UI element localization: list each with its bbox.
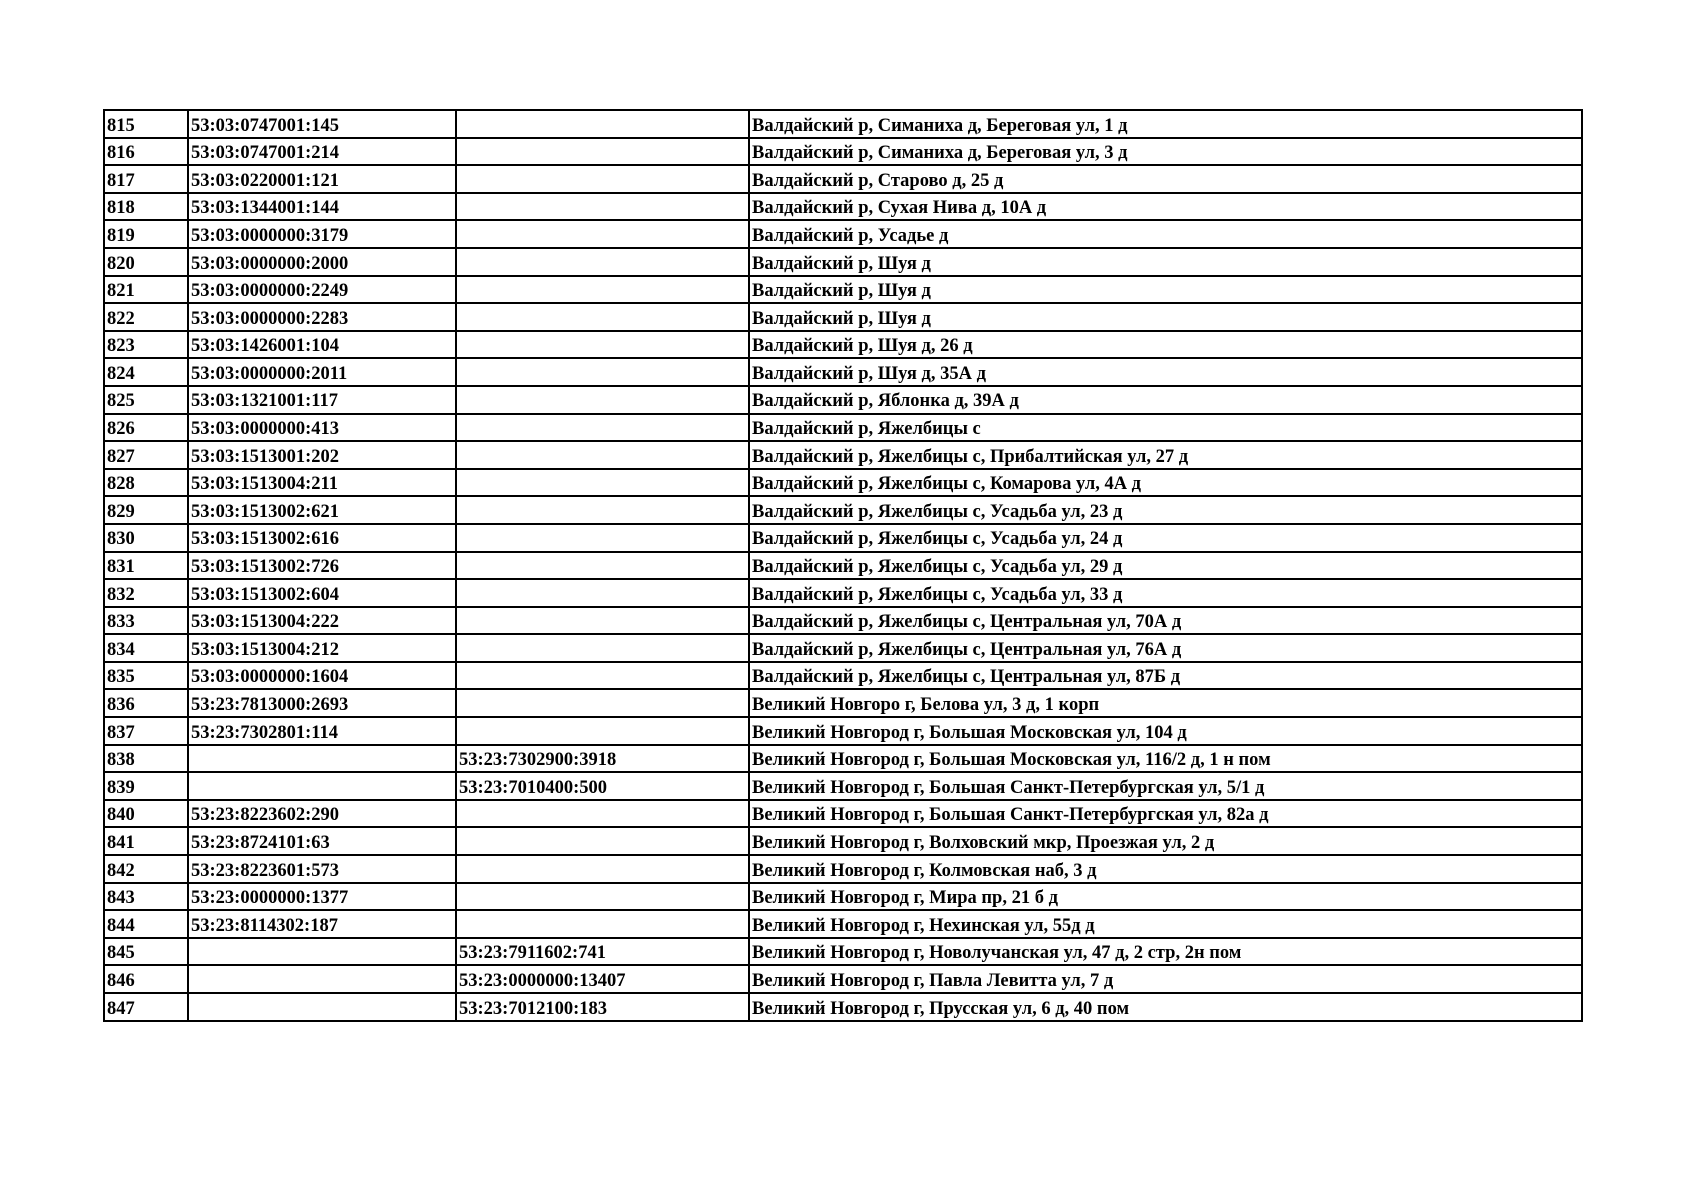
table-row — [104, 248, 1582, 276]
room-cadastral-number-cell — [456, 386, 749, 414]
room-cadastral-number-cell — [456, 910, 749, 938]
cadastral-number-cell — [188, 745, 456, 773]
address-cell — [749, 910, 1582, 938]
cadastral-number-cell-text: 53:03:0220001:121 — [191, 170, 339, 191]
address-cell — [749, 386, 1582, 414]
cadastral-number-cell — [188, 331, 456, 359]
table-row — [104, 414, 1582, 442]
address-cell-text: Валдайский р, Яблонка д, 39А д — [752, 391, 1019, 412]
address-cell — [749, 441, 1582, 469]
cadastral-number-cell — [188, 938, 456, 966]
table-row — [104, 165, 1582, 193]
room-cadastral-number-cell — [456, 607, 749, 635]
address-cell — [749, 331, 1582, 359]
cadastral-number-cell — [188, 910, 456, 938]
table-row — [104, 441, 1582, 469]
row-number-cell — [104, 938, 188, 966]
address-cell-text: Валдайский р, Яжелбицы с, Усадьба ул, 24 д — [752, 529, 1123, 550]
address-cell — [749, 469, 1582, 497]
room-cadastral-number-cell — [456, 469, 749, 497]
row-number-cell-text: 844 — [107, 915, 135, 936]
room-cadastral-number-cell — [456, 883, 749, 911]
cadastral-number-cell — [188, 386, 456, 414]
table-row — [104, 938, 1582, 966]
table-row — [104, 689, 1582, 717]
row-number-cell-text: 835 — [107, 667, 135, 688]
address-cell-text: Валдайский р, Яжелбицы с, Центральная ул, 70А д — [752, 612, 1182, 633]
row-number-cell — [104, 993, 188, 1021]
cadastral-number-cell — [188, 469, 456, 497]
cadastral-number-cell — [188, 634, 456, 662]
cadastral-number-cell-text: 53:03:1321001:117 — [191, 391, 338, 412]
table-row — [104, 303, 1582, 331]
table-row — [104, 110, 1582, 138]
cadastral-number-cell — [188, 772, 456, 800]
row-number-cell — [104, 855, 188, 883]
address-cell-text: Великий Новгород г, Большая Санкт-Петербургская ул, 5/1 д — [752, 777, 1265, 798]
cadastral-number-cell — [188, 827, 456, 855]
address-cell-text: Валдайский р, Яжелбицы с, Центральная ул, 87Б д — [752, 667, 1181, 688]
table-row — [104, 855, 1582, 883]
row-number-cell — [104, 165, 188, 193]
table-row — [104, 607, 1582, 635]
address-cell — [749, 772, 1582, 800]
room-cadastral-number-cell — [456, 993, 749, 1021]
row-number-cell-text: 846 — [107, 970, 135, 991]
room-cadastral-number-cell — [456, 579, 749, 607]
room-cadastral-number-cell — [456, 552, 749, 580]
cadastral-number-cell-text: 53:03:0000000:3179 — [191, 225, 349, 246]
table-row — [104, 662, 1582, 690]
cadastral-number-cell-text: 53:03:0000000:2011 — [191, 363, 348, 384]
cadastral-number-cell — [188, 414, 456, 442]
room-cadastral-number-cell — [456, 524, 749, 552]
row-number-cell-text: 820 — [107, 253, 135, 274]
row-number-cell-text: 823 — [107, 336, 135, 357]
room-cadastral-number-cell — [456, 772, 749, 800]
address-cell-text: Валдайский р, Яжелбицы с, Усадьба ул, 33 д — [752, 584, 1123, 605]
row-number-cell — [104, 552, 188, 580]
row-number-cell — [104, 414, 188, 442]
row-number-cell — [104, 579, 188, 607]
cadastral-number-cell — [188, 965, 456, 993]
table-row — [104, 138, 1582, 166]
room-cadastral-number-cell-text: 53:23:7012100:183 — [459, 998, 607, 1019]
row-number-cell — [104, 827, 188, 855]
room-cadastral-number-cell — [456, 938, 749, 966]
address-cell — [749, 855, 1582, 883]
room-cadastral-number-cell — [456, 496, 749, 524]
row-number-cell — [104, 496, 188, 524]
row-number-cell-text: 826 — [107, 419, 135, 440]
address-cell-text: Великий Новгород г, Колмовская наб, 3 д — [752, 860, 1097, 881]
address-cell — [749, 552, 1582, 580]
address-cell — [749, 276, 1582, 304]
cadastral-number-cell — [188, 441, 456, 469]
row-number-cell — [104, 717, 188, 745]
room-cadastral-number-cell — [456, 662, 749, 690]
cadastral-number-cell — [188, 689, 456, 717]
room-cadastral-number-cell — [456, 855, 749, 883]
room-cadastral-number-cell — [456, 689, 749, 717]
room-cadastral-number-cell — [456, 358, 749, 386]
address-cell-text: Великий Новгород г, Мира пр, 21 б д — [752, 888, 1058, 909]
cadastral-number-cell — [188, 524, 456, 552]
row-number-cell — [104, 524, 188, 552]
address-cell — [749, 579, 1582, 607]
table-row — [104, 220, 1582, 248]
address-cell-text: Валдайский р, Яжелбицы с, Комарова ул, 4А д — [752, 474, 1142, 495]
cadastral-number-cell-text: 53:03:1513002:621 — [191, 501, 339, 522]
row-number-cell — [104, 883, 188, 911]
address-cell — [749, 110, 1582, 138]
cadastral-number-cell-text: 53:03:0747001:214 — [191, 143, 339, 164]
address-cell — [749, 165, 1582, 193]
address-cell-text: Валдайский р, Шуя д — [752, 308, 931, 329]
row-number-cell — [104, 800, 188, 828]
cadastral-number-cell-text: 53:23:8223601:573 — [191, 860, 339, 881]
address-cell-text: Валдайский р, Шуя д, 35А д — [752, 363, 986, 384]
address-cell — [749, 414, 1582, 442]
address-cell — [749, 607, 1582, 635]
address-cell-text: Великий Новгород г, Павла Левитта ул, 7 д — [752, 970, 1114, 991]
cadastral-number-cell — [188, 165, 456, 193]
cadastral-number-cell-text: 53:03:1344001:144 — [191, 198, 339, 219]
address-cell-text: Валдайский р, Шуя д — [752, 281, 931, 302]
row-number-cell-text: 825 — [107, 391, 135, 412]
room-cadastral-number-cell-text: 53:23:0000000:13407 — [459, 970, 626, 991]
address-cell-text: Великий Новгород г, Большая Московская ул, 104 д — [752, 722, 1187, 743]
address-cell-text: Великий Новгород г, Большая Санкт-Петербургская ул, 82а д — [752, 805, 1269, 826]
cadastral-number-cell-text: 53:03:1513004:212 — [191, 639, 339, 660]
room-cadastral-number-cell — [456, 248, 749, 276]
cadastral-number-cell — [188, 276, 456, 304]
row-number-cell-text: 827 — [107, 446, 135, 467]
cadastral-number-cell-text: 53:03:1513001:202 — [191, 446, 339, 467]
cadastral-number-cell — [188, 883, 456, 911]
row-number-cell — [104, 910, 188, 938]
row-number-cell — [104, 220, 188, 248]
row-number-cell — [104, 469, 188, 497]
table-row — [104, 469, 1582, 497]
address-cell — [749, 993, 1582, 1021]
row-number-cell — [104, 772, 188, 800]
table-row — [104, 552, 1582, 580]
table-row — [104, 579, 1582, 607]
row-number-cell-text: 838 — [107, 750, 135, 771]
cadastral-number-cell-text: 53:03:1513002:616 — [191, 529, 339, 550]
row-number-cell-text: 828 — [107, 474, 135, 495]
cadastral-number-cell-text: 53:03:0000000:2000 — [191, 253, 349, 274]
table-row — [104, 745, 1582, 773]
row-number-cell — [104, 745, 188, 773]
cadastral-number-cell — [188, 303, 456, 331]
address-cell-text: Валдайский р, Старово д, 25 д — [752, 170, 1004, 191]
row-number-cell — [104, 634, 188, 662]
table-row — [104, 331, 1582, 359]
address-cell-text: Валдайский р, Яжелбицы с — [752, 419, 981, 440]
room-cadastral-number-cell — [456, 414, 749, 442]
cadastral-number-cell — [188, 496, 456, 524]
room-cadastral-number-cell — [456, 110, 749, 138]
address-cell-text: Великий Новгород г, Нехинская ул, 55д д — [752, 915, 1095, 936]
row-number-cell — [104, 248, 188, 276]
table-row — [104, 800, 1582, 828]
cadastral-number-cell — [188, 552, 456, 580]
cadastral-number-cell — [188, 220, 456, 248]
table-row — [104, 358, 1582, 386]
address-cell-text: Валдайский р, Яжелбицы с, Усадьба ул, 23 д — [752, 501, 1123, 522]
cadastral-number-cell-text: 53:03:0000000:2283 — [191, 308, 349, 329]
cadastral-number-cell-text: 53:03:1513004:211 — [191, 474, 338, 495]
table-row — [104, 827, 1582, 855]
row-number-cell — [104, 441, 188, 469]
row-number-cell-text: 843 — [107, 888, 135, 909]
address-cell — [749, 800, 1582, 828]
table-row — [104, 883, 1582, 911]
address-cell-text: Валдайский р, Сухая Нива д, 10А д — [752, 198, 1047, 219]
row-number-cell-text: 842 — [107, 860, 135, 881]
table-row — [104, 910, 1582, 938]
cadastral-number-cell — [188, 579, 456, 607]
address-cell — [749, 634, 1582, 662]
address-cell — [749, 689, 1582, 717]
row-number-cell-text: 833 — [107, 612, 135, 633]
row-number-cell — [104, 386, 188, 414]
cadastral-number-cell — [188, 248, 456, 276]
row-number-cell — [104, 358, 188, 386]
cadastral-number-cell — [188, 662, 456, 690]
cadastral-number-cell — [188, 993, 456, 1021]
cadastral-number-cell-text: 53:23:0000000:1377 — [191, 888, 349, 909]
address-cell — [749, 965, 1582, 993]
address-cell-text: Валдайский р, Шуя д — [752, 253, 931, 274]
room-cadastral-number-cell — [456, 800, 749, 828]
address-cell-text: Великий Новгород г, Прусская ул, 6 д, 40 пом — [752, 998, 1130, 1019]
address-cell — [749, 662, 1582, 690]
row-number-cell — [104, 110, 188, 138]
room-cadastral-number-cell — [456, 827, 749, 855]
room-cadastral-number-cell-text: 53:23:7010400:500 — [459, 777, 607, 798]
cadastral-number-cell-text: 53:03:1426001:104 — [191, 336, 339, 357]
table-row — [104, 276, 1582, 304]
cadastral-number-cell-text: 53:23:8724101:63 — [191, 832, 330, 853]
cadastral-number-cell — [188, 855, 456, 883]
table-row — [104, 524, 1582, 552]
table-row — [104, 965, 1582, 993]
room-cadastral-number-cell-text: 53:23:7302900:3918 — [459, 750, 617, 771]
room-cadastral-number-cell — [456, 276, 749, 304]
cadastral-number-cell-text: 53:23:8114302:187 — [191, 915, 338, 936]
table-row — [104, 634, 1582, 662]
cadastral-number-cell-text: 53:03:0000000:1604 — [191, 667, 349, 688]
row-number-cell-text: 815 — [107, 115, 135, 136]
table-row — [104, 496, 1582, 524]
address-cell-text: Валдайский р, Симаниха д, Береговая ул, 1 д — [752, 115, 1128, 136]
cadastral-number-cell-text: 53:23:7813000:2693 — [191, 695, 349, 716]
address-cell — [749, 248, 1582, 276]
cadastral-number-cell — [188, 193, 456, 221]
cadastral-number-cell — [188, 800, 456, 828]
row-number-cell-text: 821 — [107, 281, 135, 302]
cadastral-number-cell — [188, 138, 456, 166]
row-number-cell — [104, 331, 188, 359]
room-cadastral-number-cell — [456, 717, 749, 745]
row-number-cell-text: 822 — [107, 308, 135, 329]
cadastral-number-cell — [188, 358, 456, 386]
registry-table — [103, 109, 1583, 1022]
address-cell-text: Великий Новгород г, Большая Московская ул, 116/2 д, 1 н пом — [752, 750, 1271, 771]
cadastral-number-cell-text: 53:03:0747001:145 — [191, 115, 339, 136]
address-cell — [749, 745, 1582, 773]
row-number-cell-text: 832 — [107, 584, 135, 605]
address-cell-text: Валдайский р, Яжелбицы с, Прибалтийская ул, 27 д — [752, 446, 1189, 467]
room-cadastral-number-cell — [456, 165, 749, 193]
row-number-cell-text: 845 — [107, 943, 135, 964]
row-number-cell-text: 824 — [107, 363, 135, 384]
room-cadastral-number-cell — [456, 331, 749, 359]
row-number-cell-text: 816 — [107, 143, 135, 164]
row-number-cell-text: 841 — [107, 832, 135, 853]
registry-table-body — [104, 110, 1582, 1021]
cadastral-number-cell-text: 53:23:8223602:290 — [191, 805, 339, 826]
row-number-cell-text: 837 — [107, 722, 135, 743]
address-cell — [749, 496, 1582, 524]
row-number-cell-text: 818 — [107, 198, 135, 219]
row-number-cell-text: 830 — [107, 529, 135, 550]
table-row — [104, 717, 1582, 745]
table-row — [104, 386, 1582, 414]
address-cell-text: Валдайский р, Симаниха д, Береговая ул, 3 д — [752, 143, 1128, 164]
row-number-cell-text: 819 — [107, 225, 135, 246]
row-number-cell — [104, 193, 188, 221]
cadastral-number-cell-text: 53:03:0000000:413 — [191, 419, 339, 440]
row-number-cell-text: 831 — [107, 557, 135, 578]
address-cell-text: Валдайский р, Яжелбицы с, Центральная ул, 76А д — [752, 639, 1182, 660]
room-cadastral-number-cell — [456, 441, 749, 469]
room-cadastral-number-cell — [456, 220, 749, 248]
room-cadastral-number-cell — [456, 193, 749, 221]
room-cadastral-number-cell — [456, 745, 749, 773]
address-cell — [749, 938, 1582, 966]
address-cell-text: Великий Новгород г, Волховский мкр, Проезжая ул, 2 д — [752, 832, 1215, 853]
cadastral-number-cell-text: 53:03:1513002:726 — [191, 557, 339, 578]
row-number-cell — [104, 607, 188, 635]
row-number-cell-text: 817 — [107, 170, 135, 191]
address-cell — [749, 358, 1582, 386]
room-cadastral-number-cell — [456, 965, 749, 993]
address-cell-text: Великий Новгород г, Новолучанская ул, 47 д, 2 стр, 2н пом — [752, 943, 1242, 964]
room-cadastral-number-cell — [456, 138, 749, 166]
row-number-cell-text: 847 — [107, 998, 135, 1019]
cadastral-number-cell-text: 53:03:0000000:2249 — [191, 281, 349, 302]
row-number-cell-text: 829 — [107, 501, 135, 522]
address-cell-text: Валдайский р, Яжелбицы с, Усадьба ул, 29 д — [752, 557, 1123, 578]
row-number-cell — [104, 662, 188, 690]
row-number-cell-text: 839 — [107, 777, 135, 798]
address-cell-text: Великий Новгоро г, Белова ул, 3 д, 1 корп — [752, 695, 1100, 716]
address-cell — [749, 138, 1582, 166]
row-number-cell — [104, 276, 188, 304]
row-number-cell — [104, 965, 188, 993]
row-number-cell-text: 840 — [107, 805, 135, 826]
row-number-cell — [104, 303, 188, 331]
table-row — [104, 193, 1582, 221]
address-cell — [749, 717, 1582, 745]
address-cell — [749, 220, 1582, 248]
address-cell — [749, 827, 1582, 855]
cadastral-number-cell-text: 53:23:7302801:114 — [191, 722, 338, 743]
cadastral-number-cell — [188, 717, 456, 745]
address-cell-text: Валдайский р, Шуя д, 26 д — [752, 336, 973, 357]
address-cell — [749, 303, 1582, 331]
cadastral-number-cell — [188, 110, 456, 138]
cadastral-number-cell — [188, 607, 456, 635]
row-number-cell — [104, 689, 188, 717]
table-row — [104, 772, 1582, 800]
room-cadastral-number-cell-text: 53:23:7911602:741 — [459, 943, 606, 964]
cadastral-number-cell-text: 53:03:1513004:222 — [191, 612, 339, 633]
table-row — [104, 993, 1582, 1021]
address-cell — [749, 524, 1582, 552]
room-cadastral-number-cell — [456, 634, 749, 662]
row-number-cell-text: 834 — [107, 639, 135, 660]
address-cell — [749, 883, 1582, 911]
row-number-cell — [104, 138, 188, 166]
cadastral-number-cell-text: 53:03:1513002:604 — [191, 584, 339, 605]
row-number-cell-text: 836 — [107, 695, 135, 716]
address-cell — [749, 193, 1582, 221]
address-cell-text: Валдайский р, Усадье д — [752, 225, 949, 246]
room-cadastral-number-cell — [456, 303, 749, 331]
